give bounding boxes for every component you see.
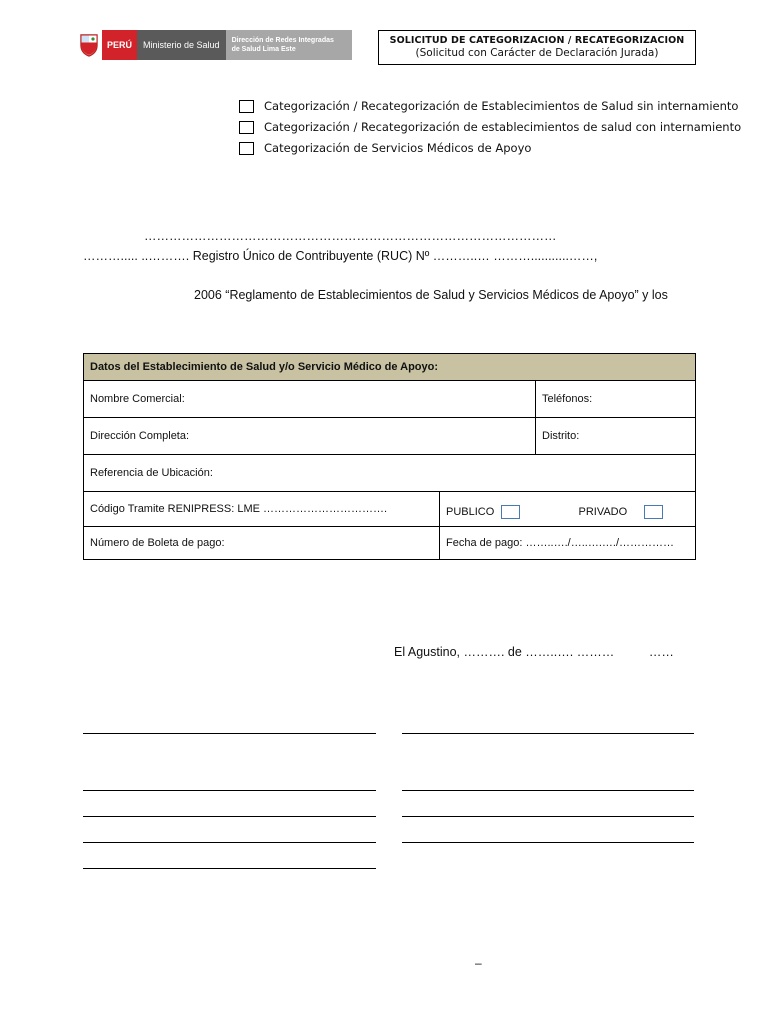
page-footer-mark: –	[475, 956, 482, 970]
signature-line[interactable]	[402, 816, 694, 817]
option-servicios-medicos[interactable]	[239, 141, 531, 155]
nombre-comercial-field[interactable]: Nombre Comercial:	[84, 381, 536, 418]
publico-checkbox[interactable]	[501, 505, 520, 519]
option-sin-internamiento[interactable]	[239, 99, 738, 113]
tipo-cell	[440, 492, 696, 527]
logo-direction	[226, 30, 352, 60]
table-row	[84, 381, 696, 418]
document-title-box	[378, 30, 696, 65]
place-date-line: El Agustino, ………. de ……..…. ……… ……	[394, 645, 674, 659]
body-line-2: ………..... ..………. Registro Único de Contribuyente (RUC) Nº ………..… ………...........……,	[83, 249, 598, 263]
option-label: Categorización de Servicios Médicos de Apoyo	[264, 141, 532, 155]
table-row	[84, 455, 696, 492]
signature-line[interactable]	[83, 733, 376, 734]
table-row	[84, 527, 696, 560]
signature-line[interactable]	[83, 868, 376, 869]
body-line-1: ………………………………………………………………………………………	[144, 229, 557, 243]
option-checkbox[interactable]	[239, 121, 254, 134]
table-row	[84, 418, 696, 455]
option-checkbox[interactable]	[239, 100, 254, 113]
privado-label: PRIVADO	[578, 505, 628, 518]
document-title: SOLICITUD DE CATEGORIZACION / RECATEGORIZACION	[389, 35, 685, 46]
logo-country: PERÚ	[102, 30, 137, 60]
option-label: Categorización / Recategorización de Establecimientos de Salud sin internamiento	[264, 99, 739, 113]
table-header: Datos del Establecimiento de Salud y/o Servicio Médico de Apoyo:	[84, 354, 696, 381]
coat-of-arms-icon	[76, 30, 102, 60]
signature-line[interactable]	[402, 790, 694, 791]
privado-checkbox[interactable]	[644, 505, 663, 519]
header-logo	[76, 30, 352, 60]
document-subtitle: (Solicitud con Carácter de Declaración Jurada)	[415, 47, 659, 59]
signature-line[interactable]	[83, 816, 376, 817]
establishment-data-table	[83, 353, 696, 560]
fecha-pago-field[interactable]: Fecha de pago: ……..…./…..….…./……………	[440, 527, 696, 560]
option-con-internamiento[interactable]	[239, 120, 741, 134]
referencia-field[interactable]: Referencia de Ubicación:	[84, 455, 696, 492]
telefonos-field[interactable]: Teléfonos:	[536, 381, 696, 418]
direccion-field[interactable]: Dirección Completa:	[84, 418, 536, 455]
publico-label: PUBLICO	[446, 505, 495, 518]
signature-line[interactable]	[402, 733, 694, 734]
boleta-field[interactable]: Número de Boleta de pago:	[84, 527, 440, 560]
table-header-row	[84, 354, 696, 381]
codigo-tramite-field[interactable]: Código Tramite RENIPRESS: LME …………………………….	[84, 492, 440, 527]
option-checkbox[interactable]	[239, 142, 254, 155]
signature-line[interactable]	[83, 842, 376, 843]
signature-line[interactable]	[402, 842, 694, 843]
table-row	[84, 492, 696, 527]
signature-line[interactable]	[83, 790, 376, 791]
body-line-3: 2006 “Reglamento de Establecimientos de Salud y Servicios Médicos de Apoyo” y los	[194, 288, 668, 302]
distrito-field[interactable]: Distrito:	[536, 418, 696, 455]
logo-ministry: Ministerio de Salud	[137, 30, 226, 60]
option-label: Categorización / Recategorización de establecimientos de salud con internamiento	[264, 120, 742, 134]
logo-direction-line2: de Salud Lima Este	[231, 46, 296, 53]
logo-direction-line1: Dirección de Redes Integradas	[231, 37, 334, 44]
